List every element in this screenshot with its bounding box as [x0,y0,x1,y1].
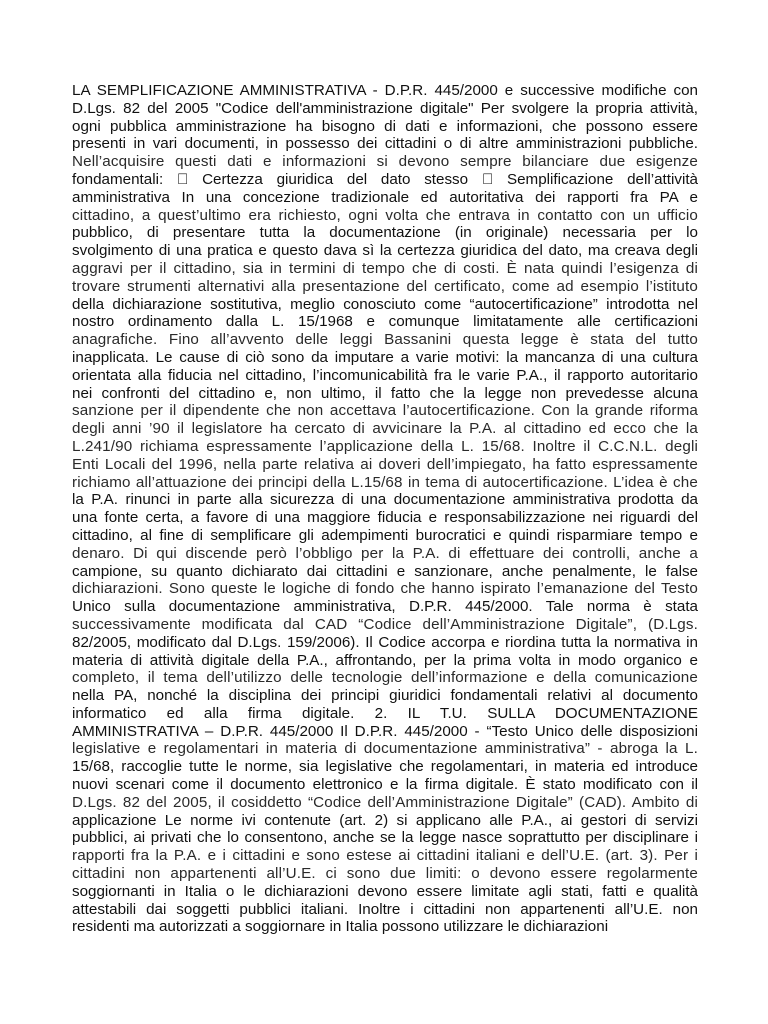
text-line: soggiornanti in Italia o le dichiarazioni devono essere limitate agli stati, fatti e qualità [72,882,698,900]
text-line: inapplicata. Le cause di ciò sono da imputare a varie motivi: la mancanza di una cultura [72,348,698,366]
text-line: cittadino, a quest’ultimo era richiesto, ogni volta che entrava in contatto con un ufficio [72,206,698,224]
text-line: anagrafiche. Fino all’avvento delle leggi Bassanini questa legge è stata del tutto [72,331,698,349]
text-line: degli anni ’90 il legislatore ha cercato di avvicinare la P.A. al cittadino ed ecco che la [72,420,698,438]
text-line: fondamentali: Certezza giuridica del dato stesso Semplificazione dell’attività [72,170,698,188]
text-line: AMMINISTRATIVA – D.P.R. 445/2000 Il D.P.R. 445/2000 - “Testo Unico delle disposizioni [72,722,698,740]
text-line: L.241/90 richiama espressamente l’applicazione della L. 15/68. Inoltre il C.C.N.L. degli [72,437,698,455]
text-line: legislative e regolamentari in materia di documentazione amministrativa” - abroga la L. [72,740,698,758]
text-line: 82/2005, modificato dal D.Lgs. 159/2006). Il Codice accorpa e riordina tutta la normativa in [72,633,698,651]
text-line: denaro. Di qui discende però l’obbligo per la P.A. di effettuare dei controlli, anche a [72,544,698,562]
text-line: residenti ma autorizzati a soggiornare in Italia possono utilizzare le dichiarazioni [72,918,609,936]
text-line: sanzione per il dipendente che non accettava l’autocertificazione. Con la grande riforma [72,402,698,420]
text-line: la P.A. rinunci in parte alla sicurezza di una documentazione amministrativa prodotta da [72,491,698,509]
text-line: materia di attività digitale della P.A., affrontando, per la prima volta in modo organico e [72,651,698,669]
document-page [72,82,698,936]
text-line: nei confronti del cittadino e, non ultimo, il fatto che la legge non prevedesse alcuna [72,384,698,402]
text-line: svolgimento di una pratica e questo dava sì la certezza giuridica del dato, ma creava degli [72,242,698,260]
text-line: della dichiarazione sostitutiva, meglio conosciuto come “autocertificazione” introdotta nel [72,295,698,313]
text-line: Nell’acquisire questi dati e informazioni si devono sempre bilanciare due esigenze [72,153,698,171]
text-line: una fonte certa, a favore di una maggiore fiducia e responsabilizzazione nei riguardi del [72,509,698,527]
text-line: nuovi scenari come il documento elettronico e la firma digitale. È stato modificato con il [72,776,698,794]
text-line: attestabili dai soggetti pubblici italiani. Inoltre i cittadini non appartenenti all’U.E. non [72,900,698,918]
text-line: orientata alla fiducia nel cittadino, l’incomunicabilità fra le varie P.A., il rapporto autoritario [72,366,698,384]
text-line: 15/68, raccoglie tutte le norme, sia legislative che regolamentari, in materia ed introduce [72,758,698,776]
text-line: aggravi per il cittadino, sia in termini di tempo che di costi. È nata quindi l’esigenza di [72,259,698,277]
text-line: nostro ordinamento dalla L. 15/1968 e comunque limitatamente alle certificazioni [72,313,698,331]
text-line: cittadini non appartenenti all’U.E. ci sono due limiti: o devono essere regolarmente [72,865,698,883]
text-line: completo, il tema dell’utilizzo delle tecnologie dell’informazione e della comunicazione [72,669,698,687]
text-line: rapporti fra la P.A. e i cittadini e sono estese ai cittadini italiani e dell’U.E. (art. 3). Per i [72,847,698,865]
text-line: pubblici, ai privati che lo consentono, anche se la legge nasce soprattutto per disciplinare i [72,829,698,847]
text-line: nella PA, nonché la disciplina dei principi giuridici fondamentali relativi al documento [72,687,698,705]
text-line: D.Lgs. 82 del 2005, il cosiddetto “Codice dell’Amministrazione Digitale” (CAD). Ambito di [72,793,698,811]
text-line: pubblico, di presentare tutta la documentazione (in originale) necessaria per lo [72,224,698,242]
text-line: LA SEMPLIFICAZIONE AMMINISTRATIVA - D.P.R. 445/2000 e successive modifiche con [72,82,698,99]
text-line: successivamente modificata dal CAD “Codice dell’Amministrazione Digitale”, (D.Lgs. [72,615,698,633]
text-line: trovare strumenti alternativi alla presentazione del certificato, come ad esempio l’istituto [72,277,698,295]
text-line: campione, su quanto dichiarato dai cittadini e sanzionare, anche penalmente, le false [72,562,698,580]
text-line: ogni pubblica amministrazione ha bisogno di dati e informazioni, che possono essere [72,117,698,135]
text-line: informatico ed alla firma digitale. 2. IL T.U. SULLA DOCUMENTAZIONE [72,704,698,722]
text-line: presenti in vari documenti, in possesso dei cittadini o di altre amministrazioni pubbliche. [72,135,698,153]
text-line: applicazione Le norme ivi contenute (art. 2) si applicano alle P.A., ai gestori di servizi [72,811,698,829]
text-line: amministrativa In una concezione tradizionale ed autoritativa dei rapporti fra PA e [72,188,698,206]
text-line: Unico sulla documentazione amministrativa, D.P.R. 445/2000. Tale norma è stata [72,598,698,616]
text-line: D.Lgs. 82 del 2005 "Codice dell'amministrazione digitale" Per svolgere la propria attività, [72,99,698,117]
text-line: dichiarazioni. Sono queste le logiche di fondo che hanno ispirato l’emanazione del Testo [72,580,698,598]
text-line: Enti Locali del 1996, nella parte relativa ai doveri dell’impiegato, ha fatto espressamente [72,455,698,473]
text-line: cittadino, al fine di semplificare gli adempimenti burocratici e quindi risparmiare tempo e [72,526,698,544]
text-line: richiamo all’attuazione dei principi della L.15/68 in tema di autocertificazione. L’idea è che [72,473,698,491]
